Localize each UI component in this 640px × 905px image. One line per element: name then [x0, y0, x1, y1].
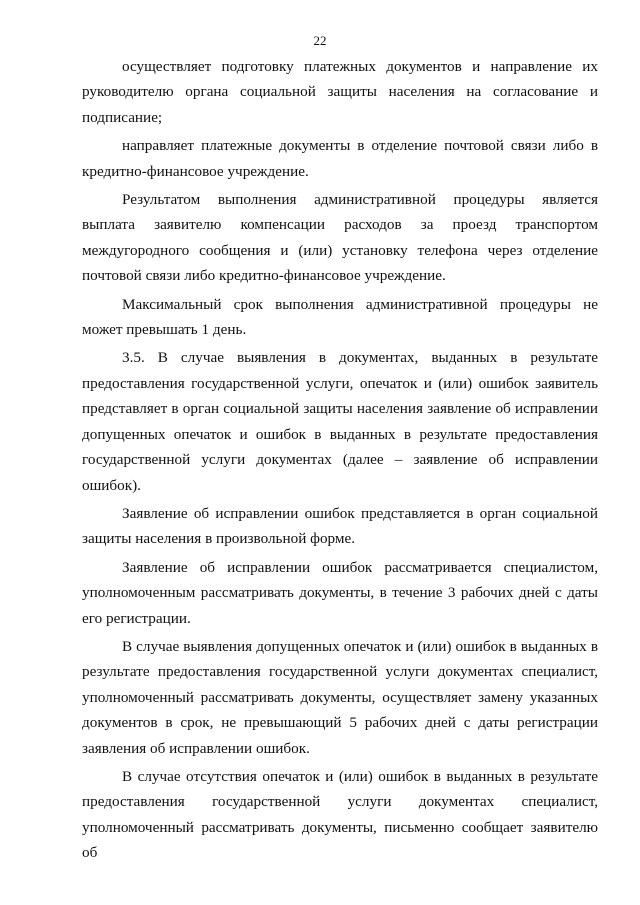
paragraph-no-errors: В случае отсутствия опечаток и (или) ошибок в выданных в результате предоставления государственной услуги документах специалист, уполномоченный рассматривать документы, письменно сообщает заявителю об — [82, 767, 598, 862]
paragraph-application-form: Заявление об исправлении ошибок представляется в орган социальной защиты населения в произвольной форме. — [82, 504, 598, 548]
paragraph-errors-found: В случае выявления допущенных опечаток и (или) ошибок в выданных в результате предоставления государственной услуги документах специалист, уполномоченный рассматривать документы, осуществляет замену указанных документов в срок, не превышающий 5 рабочих дней с даты регистрации заявления об исправлении ошибок. — [82, 637, 598, 757]
paragraph-max-term: Максимальный срок выполнения административной процедуры не может превышать 1 день. — [82, 295, 598, 339]
paragraph-procedure-result: Результатом выполнения административной процедуры является выплата заявителю компенсации расходов за проезд транспортом междугородного сообщения и (или) установку телефона через отделение почтовой связи либо кредитно-финансовое учреждение. — [82, 191, 598, 285]
paragraph-payment-preparation: осуществляет подготовку платежных документов и направление их руководителю органа социальной защиты населения на согласование и подписание; — [82, 58, 598, 126]
page-number: 22 — [313, 33, 327, 48]
document-body — [82, 54, 598, 869]
paragraph-section-3-5: 3.5. В случае выявления в документах, выданных в результате предоставления государственной услуги, опечаток и (или) ошибок заявитель представляет в орган социальной защиты населения заявление об исправлении допущенных опечаток и ошибок в выданных в результате предоставления государственной услуги документах (далее – заявление об исправлении ошибок). — [82, 349, 598, 494]
paragraph-application-review: Заявление об исправлении ошибок рассматривается специалистом, уполномоченным рассматривать документы, в течение 3 рабочих дней с даты его регистрации. — [82, 558, 598, 627]
paragraph-payment-sending: направляет платежные документы в отделение почтовой связи либо в кредитно-финансовое учреждение. — [82, 137, 598, 180]
